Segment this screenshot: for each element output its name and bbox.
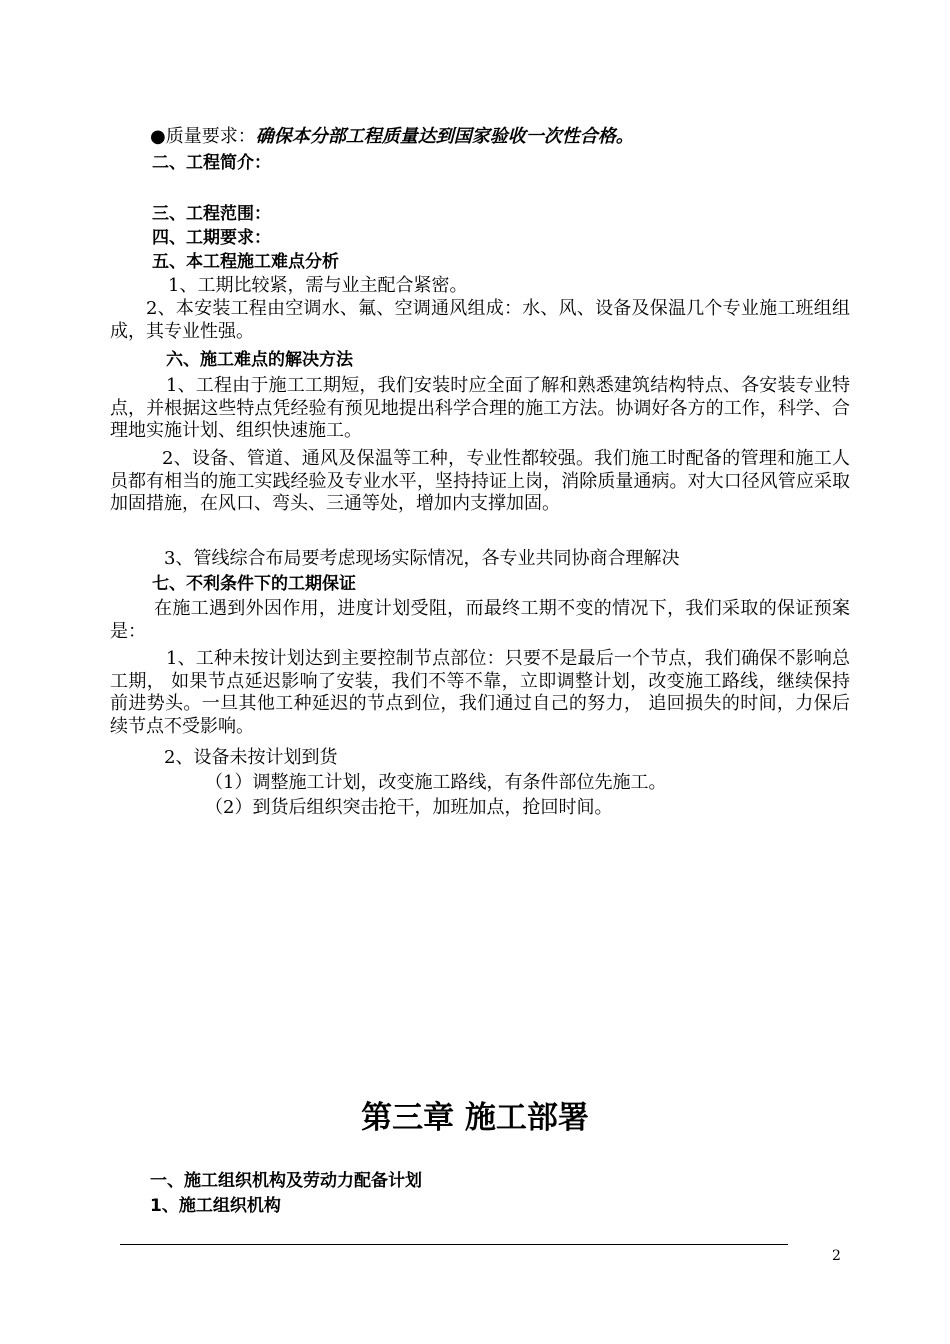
section-heading-7: 七、不利条件下的工期保证: [152, 574, 356, 594]
solution-item-1: 1、工程由于施工工期短，我们安装时应全面了解和熟悉建筑结构特点、各安装专业特点，并根据这些特点凭经验有预见地提出科学合理的施工方法。协调好各方的工作，科学、合理地实施计划、组织快速施工。: [110, 375, 850, 441]
quality-label: ●质量要求：: [150, 126, 256, 147]
page-number: 2: [832, 1248, 841, 1264]
chapter-title: 第三章 施工部署: [361, 1100, 589, 1136]
section-heading-3: 三、工程范围：: [152, 204, 271, 224]
difficulty-item-2: 2、本安装工程由空调水、氟、空调通风组成：水、风、设备及保温几个专业施工班组组成，其专业性强。: [110, 298, 850, 342]
section-heading-6: 六、施工难点的解决方法: [166, 350, 353, 370]
section-heading-4: 四、工期要求：: [152, 228, 271, 248]
solution-item-3: 3、管线综合布局要考虑现场实际情况，各专业共同协商合理解决: [164, 548, 680, 569]
solution-item-2: 2、设备、管道、通风及保温等工种，专业性都较强。我们施工时配备的管理和施工人员都有相当的施工实践经验及专业水平，坚持持证上岗，消除质量通病。对大口径风管应采取加固措施，在风口、弯头、三通等处，增加内支撑加固。: [110, 448, 850, 514]
footer-rule: [120, 1244, 788, 1245]
section-heading-2: 二、工程简介：: [152, 153, 271, 173]
guarantee-item-1: 1、工种未按计划达到主要控制节点部位：只要不是最后一个节点，我们确保不影响总工期， 如果节点延迟影响了安装，我们不等不靠，立即调整计划，改变施工路线，继续保持前进势头。一旦其他工种延迟的节点到位，我们通过自己的努力， 追回损失的时间，力保后续节点不受影响。: [110, 648, 850, 737]
chapter-heading-1: 一、施工组织机构及劳动力配备计划: [150, 1171, 422, 1191]
guarantee-intro: 在施工遇到外因作用，进度计划受阻，而最终工期不变的情况下，我们采取的保证预案是：: [110, 598, 850, 642]
section-heading-5: 五、本工程施工难点分析: [152, 252, 339, 272]
difficulty-item-1: 1、工期比较紧，需与业主配合紧密。: [168, 275, 468, 296]
guarantee-item-2: 2、设备未按计划到货: [164, 747, 338, 768]
guarantee-sub-1: （1）调整施工计划，改变施工路线，有条件部位先施工。: [205, 772, 667, 793]
chapter-heading-2: 1、施工组织机构: [150, 1196, 281, 1216]
guarantee-sub-2: （2）到货后组织突击抢干，加班加点，抢回时间。: [205, 797, 613, 818]
quality-requirement: [150, 126, 634, 148]
quality-value: 确保本分部工程质量达到国家验收一次性合格。: [255, 126, 634, 147]
